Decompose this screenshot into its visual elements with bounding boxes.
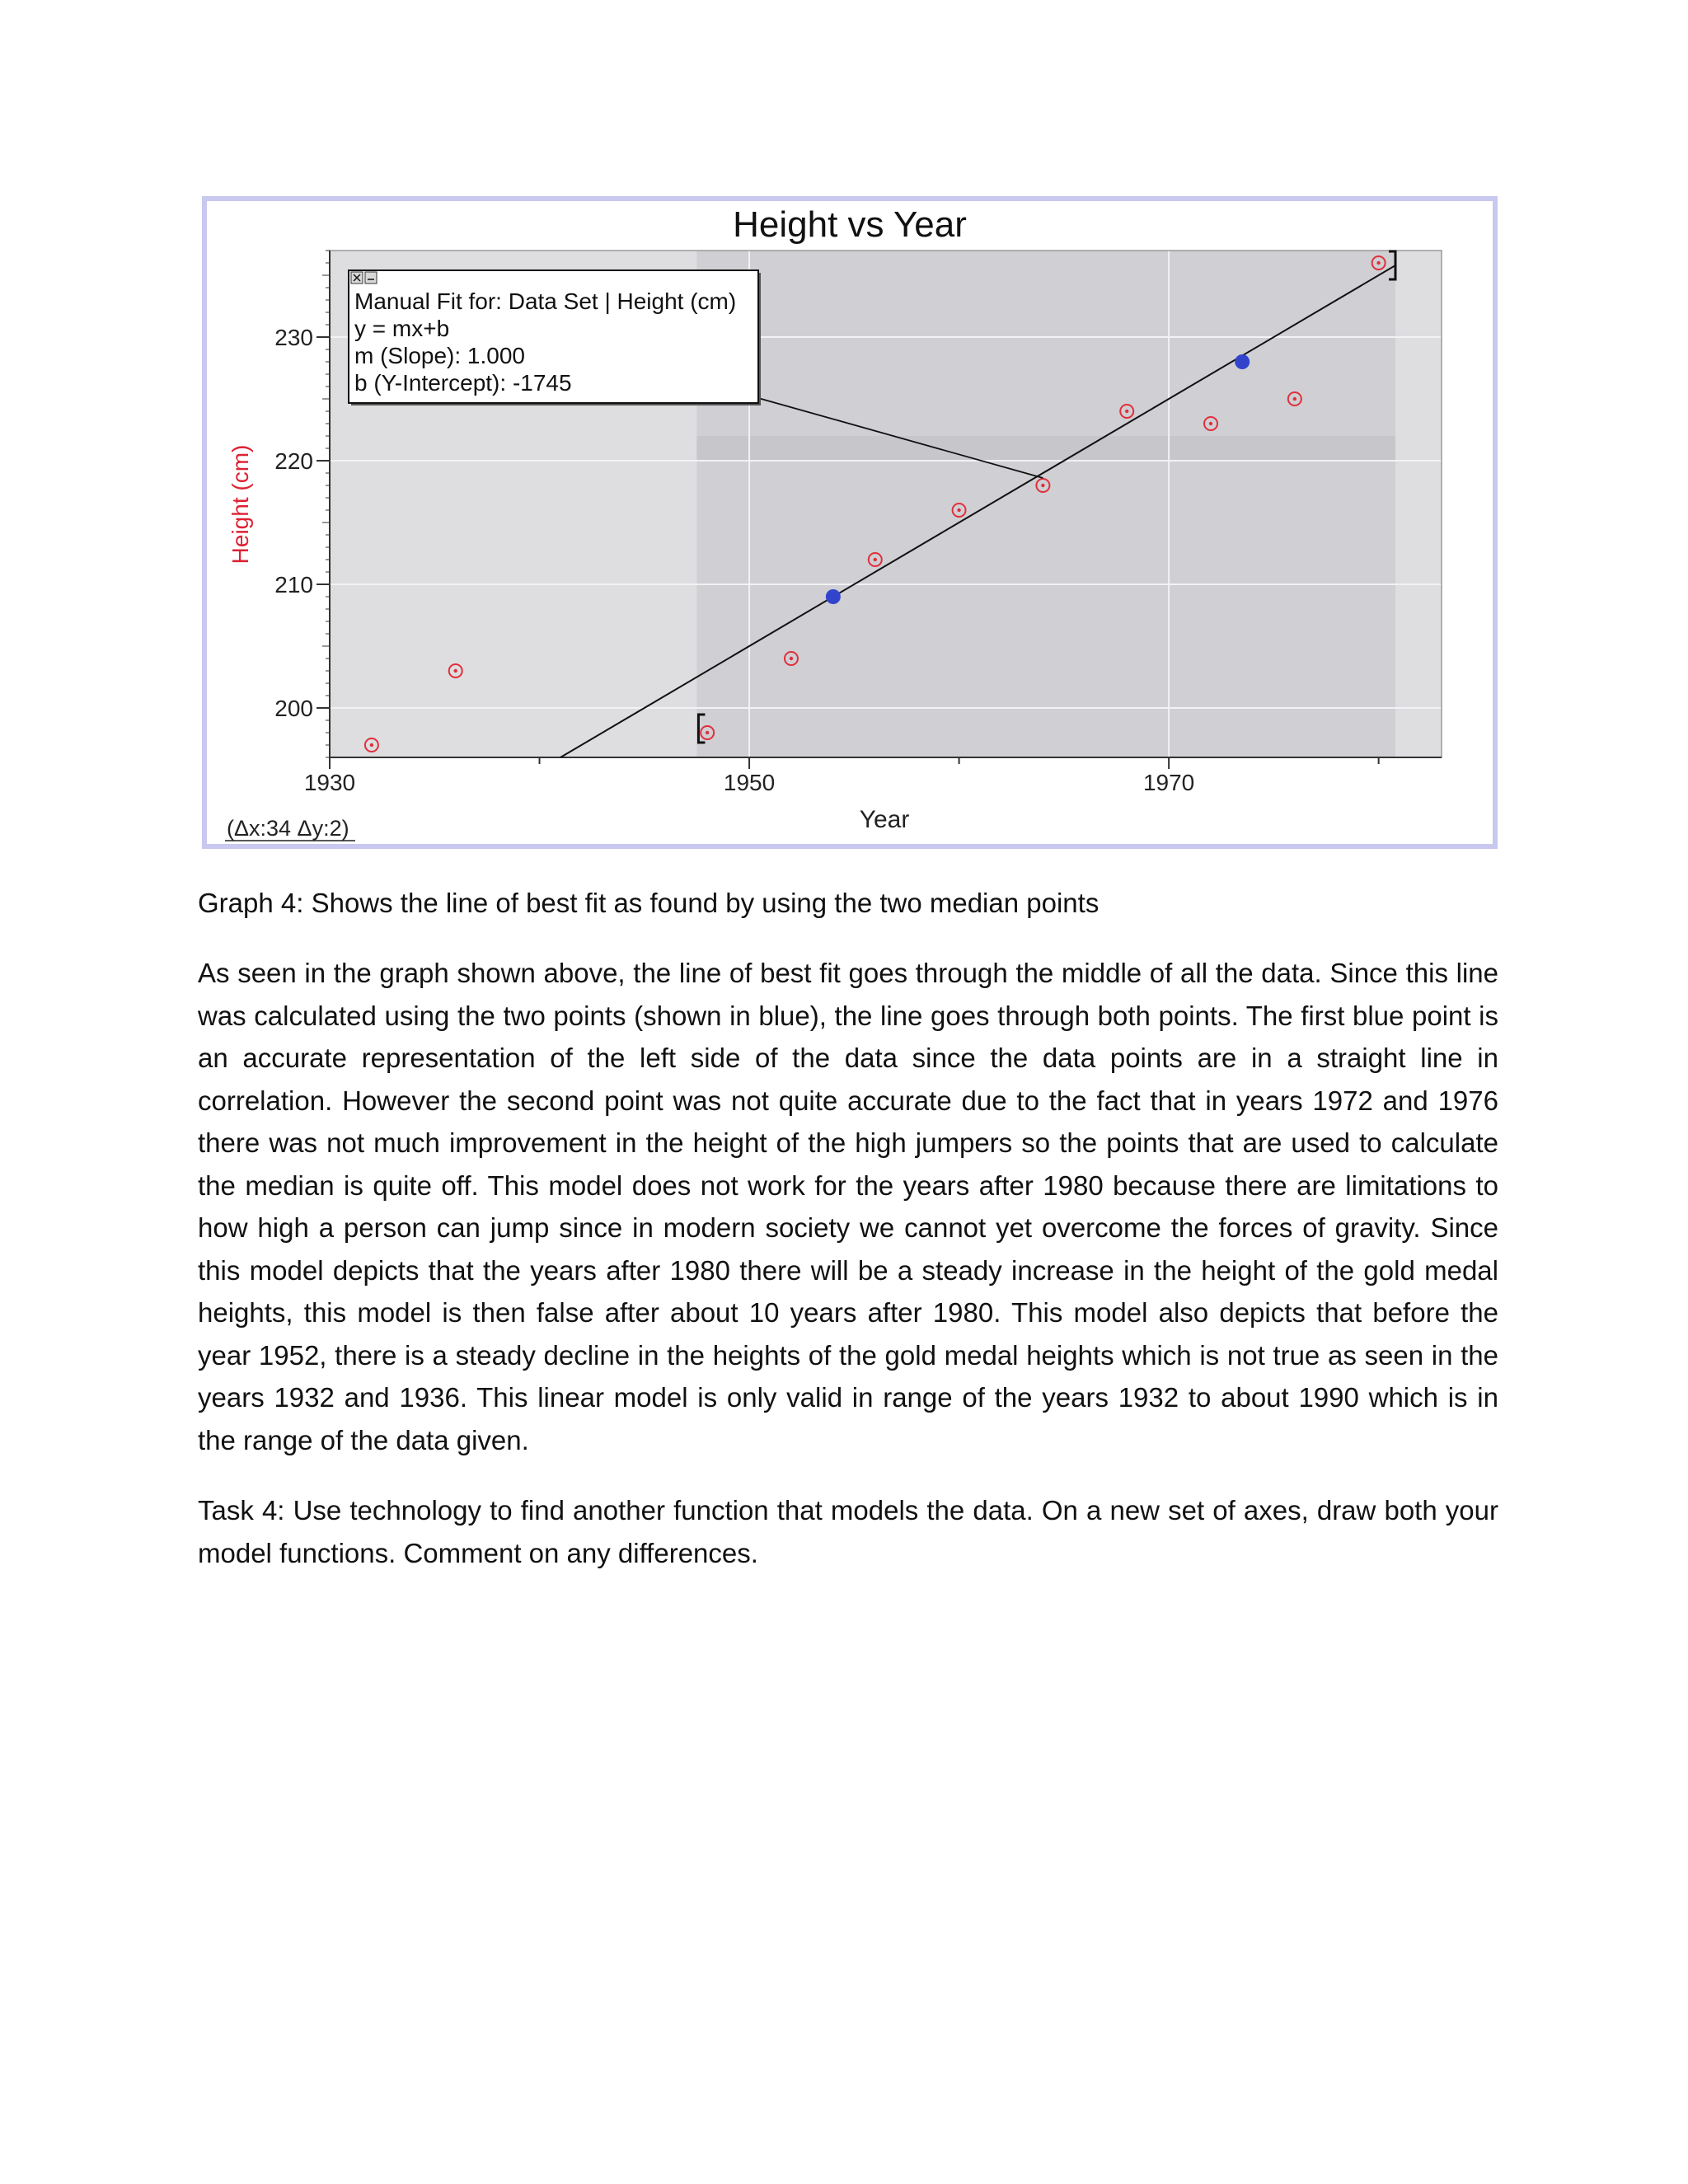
y-tick-label: 230 [274,325,313,350]
height-vs-year-chart [207,201,1493,844]
chart-title: Height vs Year [733,204,967,245]
data-point-dot [370,743,373,747]
x-tick-label: 1950 [723,770,776,795]
analysis-paragraph: As seen in the graph shown above, the line of best fit goes through the middle of all the data. Since this line was calculated using the two points (shown in blue), the line goes through both points. The first blue point is an accurate representation of the left side of the data since the data points are in a straight line in correlation. However the second point was not quite accurate due to the fact that in years 1972 and 1976 there was not much improvement in the height of the high jumpers so the points that are used to calculate the median is quite off. This model does not work for the years after 1980 because there are limitations to how high a person can jump since in modern society we cannot yet overcome the forces of gravity. Since this model depicts that the years after 1980 there will be a steady increase in the height of the gold medal heights, this model is then false after about 10 years after 1980. This model also depicts that before the year 1952, there is a steady decline in the heights of the gold medal heights which is not true as seen in the years 1932 and 1936. This linear model is only valid in range of the years 1932 to about 1990 which is in the range of the data given. [198,958,1498,1455]
data-point-dot [1376,261,1380,265]
delta-readout: (Δx:34 Δy:2) [227,816,349,841]
task-paragraph: Task 4: Use technology to find another function that models the data. On a new set of axes, draw both your model functions. Comment on any differences. [198,1495,1498,1568]
x-axis-label: Year [859,806,910,833]
graph-figure [202,196,1498,849]
data-point-dot [957,509,960,512]
menu-icon [365,272,377,284]
data-point-dot [874,558,877,561]
median-point [1235,354,1250,369]
fit-box-intercept: b (Y-Intercept): -1745 [354,370,572,396]
data-point-dot [1125,410,1128,413]
y-tick-label: 210 [274,572,313,598]
data-point-dot [1293,397,1296,401]
fit-box-slope: m (Slope): 1.000 [354,343,525,368]
data-point-dot [454,669,457,673]
data-point-dot [790,657,793,660]
data-point-dot [1209,422,1212,425]
x-tick-label: 1970 [1142,770,1195,795]
data-point-dot [706,731,709,734]
y-tick-label: 200 [274,696,313,721]
x-tick-label: 1930 [303,770,356,795]
median-point [826,589,841,604]
data-point-dot [1041,484,1044,487]
graph-caption: Graph 4: Shows the line of best fit as found by using the two median points [198,888,1100,918]
y-axis-label: Height (cm) [227,444,253,565]
fit-box-equation: y = mx+b [354,316,450,341]
y-tick-label: 220 [274,448,313,474]
fit-box-title: Manual Fit for: Data Set | Height (cm) [354,288,737,314]
highlight-band [696,436,1395,461]
